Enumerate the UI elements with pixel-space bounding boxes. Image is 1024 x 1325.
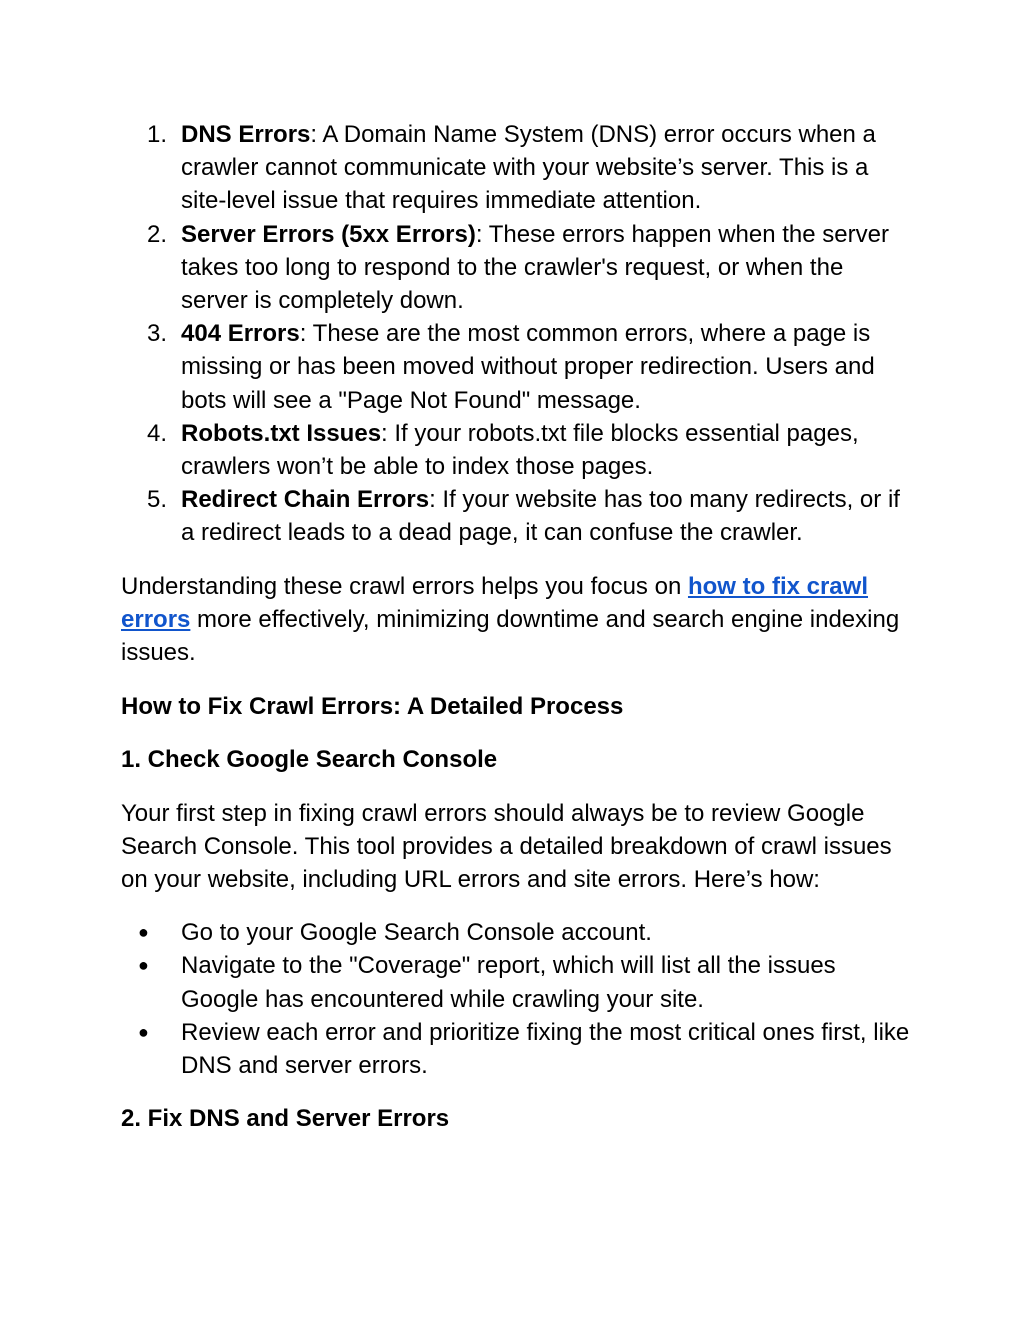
list-item <box>121 218 911 318</box>
bullet-icon: ● <box>138 922 149 943</box>
step1-bullet-list <box>121 916 911 1082</box>
list-item <box>121 1016 911 1082</box>
list-item <box>121 916 911 949</box>
step1-heading: 1. Check Google Search Console <box>121 746 498 774</box>
list-item <box>121 949 911 1015</box>
bullet-text: Navigate to the "Coverage" report, which will list all the issues Google has encountered while crawling your site. <box>181 952 836 1013</box>
list-item <box>121 118 911 218</box>
list-number: 1. <box>147 121 168 148</box>
list-number: 4. <box>147 419 168 447</box>
error-title: Redirect Chain Errors <box>181 486 430 514</box>
error-description: : A Domain Name System (DNS) error occurs when a crawler cannot communicate with your website’s server. This is a site-level issue that requires immediate attention. <box>181 121 876 215</box>
list-number: 5. <box>147 486 168 514</box>
step2-heading: 2. Fix DNS and Server Errors <box>121 1105 450 1133</box>
list-number: 3. <box>147 320 168 348</box>
document-page <box>121 118 911 1135</box>
intro-text-before-link: Understanding these crawl errors helps you focus on <box>121 572 688 600</box>
error-description: : If your website has too many redirects, or if a redirect leads to a dead page, it can confuse the crawler. <box>181 486 900 547</box>
list-item <box>121 417 911 483</box>
error-title: Robots.txt Issues <box>181 419 382 447</box>
error-title: Server Errors (5xx Errors) <box>181 220 476 248</box>
crawl-error-list <box>121 118 911 550</box>
bullet-text: Go to your Google Search Console account. <box>181 919 652 947</box>
how-to-fix-crawl-errors-link[interactable]: how to fix crawl errors <box>121 572 868 633</box>
section-heading: How to Fix Crawl Errors: A Detailed Process <box>121 693 624 721</box>
step1-paragraph: Your first step in fixing crawl errors should always be to review Google Search Console. This tool provides a detailed breakdown of crawl issues on your website, including URL errors and site errors. Here’s how: <box>121 799 892 894</box>
list-number: 2. <box>147 220 168 248</box>
error-title: 404 Errors <box>181 320 300 348</box>
bullet-icon: ● <box>138 955 149 976</box>
error-description: : These errors happen when the server takes too long to respond to the crawler's request, or when the server is completely down. <box>181 220 889 315</box>
intro-paragraph <box>121 570 911 670</box>
error-description: : If your robots.txt file blocks essential pages, crawlers won’t be able to index those pages. <box>181 419 859 481</box>
list-item <box>121 483 911 549</box>
error-description: : These are the most common errors, where a page is missing or has been moved without proper redirection. Users and bots will see a "Page Not Found" message. <box>181 320 875 414</box>
list-item <box>121 317 911 417</box>
bullet-text: Review each error and prioritize fixing the most critical ones first, like DNS and server errors. <box>181 1018 910 1080</box>
intro-text-after-link: more effectively, minimizing downtime and search engine indexing issues. <box>121 605 900 667</box>
bullet-icon: ● <box>138 1021 149 1042</box>
error-title: DNS Errors <box>181 121 311 148</box>
